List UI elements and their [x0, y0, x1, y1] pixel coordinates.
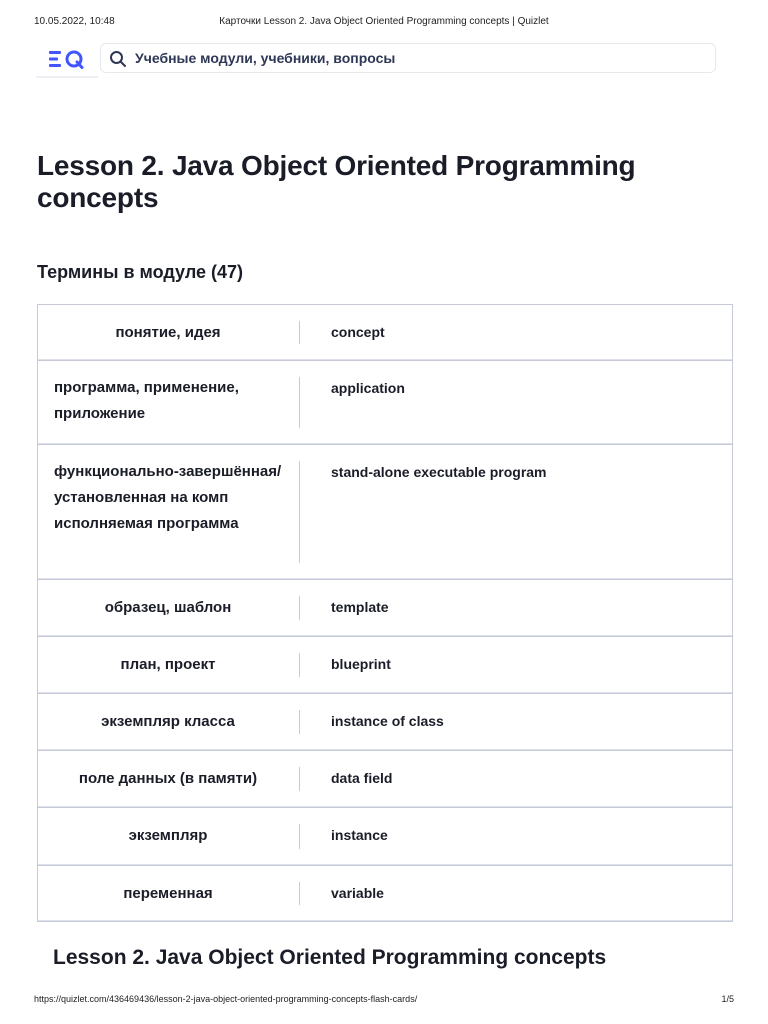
definition-text: data field — [331, 770, 393, 786]
row-divider — [299, 653, 300, 677]
page-title: Lesson 2. Java Object Oriented Programming concepts — [37, 150, 636, 213]
term-text: образец, шаблон — [104, 599, 232, 616]
term-row — [38, 305, 732, 361]
term-text: функционально-завершённая/ установленная на комп исполняемая программа — [54, 463, 282, 532]
search-input[interactable] — [100, 43, 716, 73]
row-divider — [299, 377, 300, 428]
logo-underline — [36, 76, 98, 78]
definition-text: stand-alone executable program — [331, 464, 547, 480]
term-text: экземпляр класса — [101, 713, 235, 730]
set-title-secondary: Lesson 2. Java Object Oriented Programming concepts — [53, 946, 607, 969]
definition-text: blueprint — [331, 656, 391, 672]
print-doc-title: Карточки Lesson 2. Java Object Oriented Programming concepts | Quizlet — [219, 16, 549, 27]
term-row — [38, 637, 732, 694]
definition-text: concept — [331, 324, 385, 340]
term-text: понятие, идея — [115, 324, 221, 341]
row-divider — [299, 461, 300, 563]
term-row — [38, 445, 732, 580]
term-text: план, проект — [120, 656, 216, 673]
print-header — [34, 16, 734, 30]
print-url: https://quizlet.com/436469436/lesson-2-java-object-oriented-programming-concepts-flash-cards/ — [34, 994, 418, 1004]
term-text: экземпляр — [128, 827, 208, 844]
print-date: 10.05.2022, 10:48 — [34, 16, 115, 27]
term-text: переменная — [123, 885, 213, 902]
definition-text: variable — [331, 885, 384, 901]
term-row — [38, 751, 732, 808]
row-divider — [299, 882, 300, 905]
definition-text: instance — [331, 827, 388, 843]
top-navigation-bar — [36, 42, 716, 78]
term-row — [38, 361, 732, 445]
terms-section-title: Термины в модуле (47) — [37, 262, 244, 282]
term-row — [38, 694, 732, 751]
term-row — [38, 808, 732, 866]
row-divider — [299, 767, 300, 791]
definition-text: instance of class — [331, 713, 444, 729]
term-text: программа, применение, приложение — [54, 379, 239, 422]
definition-text: template — [331, 599, 389, 615]
definition-text: application — [331, 380, 405, 396]
term-text: поле данных (в памяти) — [78, 770, 258, 787]
print-page-number: 1/5 — [721, 994, 734, 1004]
term-row — [38, 866, 732, 922]
search-placeholder: Учебные модули, учебники, вопросы — [135, 50, 396, 66]
quizlet-logo-icon[interactable] — [48, 49, 88, 69]
row-divider — [299, 321, 300, 344]
term-row — [38, 580, 732, 637]
row-divider — [299, 596, 300, 620]
search-icon — [109, 50, 127, 68]
terms-table — [37, 304, 733, 922]
row-divider — [299, 710, 300, 734]
print-footer — [34, 994, 734, 1008]
row-divider — [299, 824, 300, 849]
